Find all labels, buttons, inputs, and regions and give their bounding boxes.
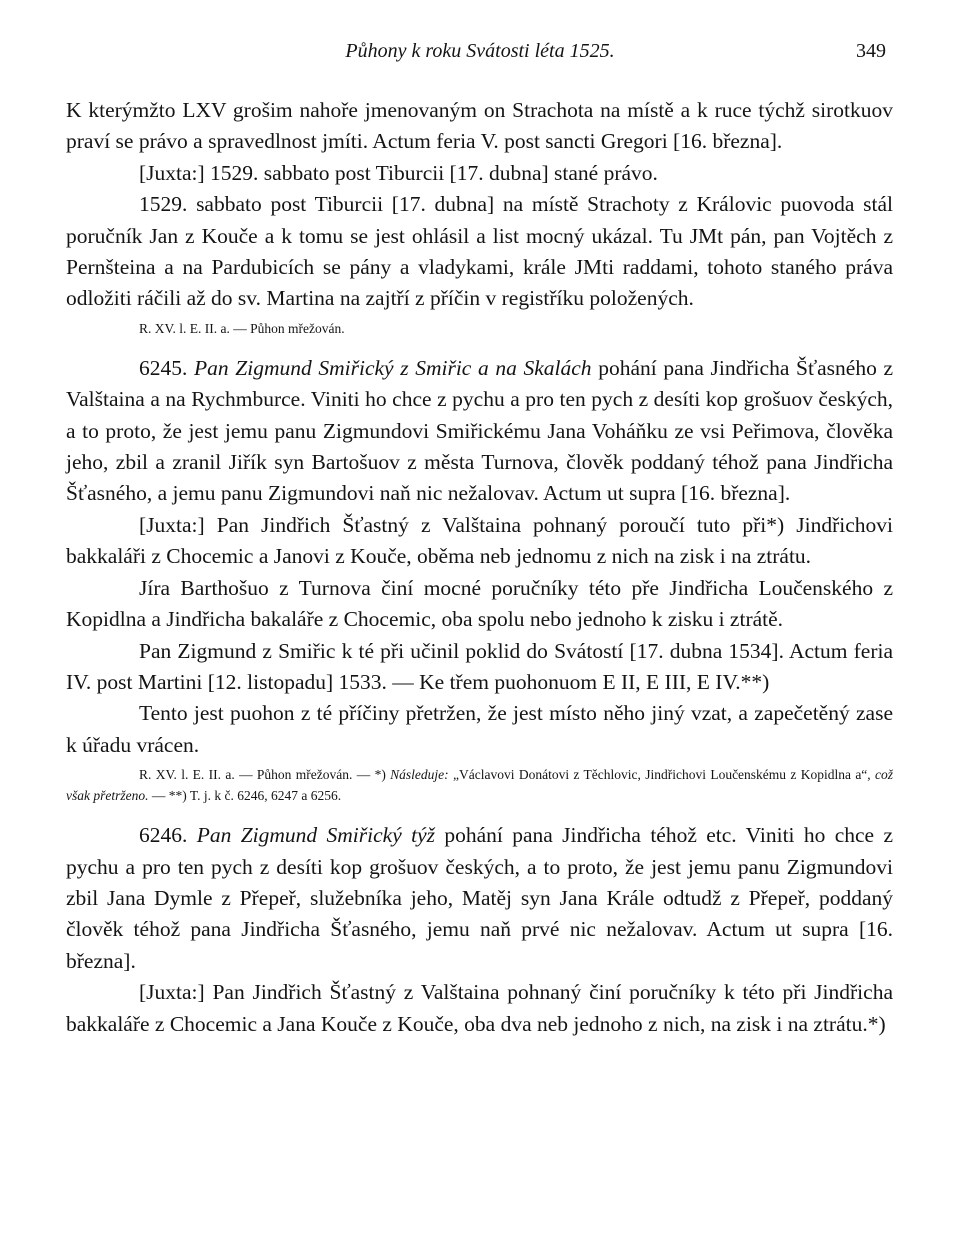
footnote-source: R. XV. l. E. II. a. — Půhon mřežován. — *) <box>139 767 386 783</box>
entry-number: 6245. <box>139 355 188 380</box>
page-header <box>66 36 894 66</box>
entry-6245 <box>66 353 893 510</box>
page-body <box>66 95 893 1040</box>
paragraph: [Juxta:] Pan Jindřich Šťastný z Valštaina pohnaný činí poručníky k této při Jindřicha bakkaláře z Chocemic a Jana Kouče z Kouče, oba dva neb jednoho z nich, na zisk i na ztrátu.*) <box>66 980 893 1036</box>
entry-number: 6246. <box>139 823 188 848</box>
footnote-quote: „Václavovi Donátovi z Těchlovic, Jindřichovi Loučenskému z Kopidlna a“, <box>453 767 871 783</box>
running-title: Půhony k roku Svátosti léta 1525. <box>345 40 615 62</box>
entry-text: pohání pana Jindřicha téhož etc. Viniti ho chce z pychu a pro ten pych z desíti kop grošuov českých, a to proto, že jest jemu panu Zigmundovi zbil Jana Dymle z Přepeř, služebníka jeho, Matěj syn Jana Krále odtudž z Přepeř, poddaný člověk téhož pana Jindřicha Šťasného, jemu naň prvé nic nežalovav. Actum ut supra [16. března]. <box>66 823 894 973</box>
entry-6246 <box>66 820 893 977</box>
paragraph: [Juxta:] Pan Jindřich Šťastný z Valštaina pohnaný poroučí tuto při*) Jindřichovi bakkaláři z Chocemic a Janovi z Kouče, oběma neb jednomu z nich na zisk i na ztrátu. <box>66 512 893 569</box>
footnote-italic: Následuje: <box>390 767 449 783</box>
paragraph: 1529. sabbato post Tiburcii [17. dubna] na místě Strachoty z Královic puovoda stál poručník Jan z Kouče a k tomu se jest ohlásil a list mocný ukázal. Tu JMt pán, pan Vojtěch z Pernšteina a na Pardubicích se pány a vladykami, krále JMti raddami, tohoto staného práva odložiti ráčili až do sv. Martina na zajtří z příčin v registříku položených. <box>66 192 893 311</box>
entry-text: pohání pana Jindřicha Šťasného z Valštaina a na Rychmburce. Viniti ho chce z pychu a pro ten pych z desíti kop grošuov českých, a to proto, že jest jemu panu Zigmundovi Smiřickému Jana Voháňku ze vsi Peřimova, člověka jeho, zbil a zranil Jiřík syn Bartošuov z města Turnova, člověk poddaný téhož pana Jindřicha Šťasného, a jemu panu Zigmundovi naň nic nežalovav. Actum ut supra [16. března]. <box>66 355 894 506</box>
entry-party-name: Pan Zigmund Smiřický týž <box>196 823 435 848</box>
source-note: R. XV. l. E. II. a. — Půhon mřežován. <box>139 320 345 336</box>
paragraph: Jíra Barthošuo z Turnova činí mocné poručníky této pře Jindřicha Loučenského z Kopidlna a Jindřicha bakaláře z Chocemic, oba spolu nebo jednoho k zisku i ztrátě. <box>66 575 893 632</box>
paragraph: Pan Zigmund z Smiřic k té při učinil poklid do Svátostí [17. dubna 1534]. Actum feria IV. post Martini [12. listopadu] 1533. — Ke třem puohonuom E II, E III, E IV.**) <box>66 638 893 694</box>
paragraph: K kterýmžto LXV grošim nahoře jmenovaným on Strachota na místě a k ruce týchž sirotkuov praví se právo a spravedlnost jmíti. Actum feria V. post sancti Gregori [16. března]. <box>66 98 893 154</box>
paragraph: Tento jest puohon z té příčiny přetržen, že jest místo něho jiný vzat, a zapečetěný zase k úřadu vrácen. <box>66 701 893 757</box>
footnote <box>66 764 893 806</box>
entry-party-name: Pan Zigmund Smiřický z Smiřic a na Skalách <box>194 355 592 380</box>
footnote-italic: což však přetrženo. <box>66 767 894 804</box>
page-number: 349 <box>856 40 886 62</box>
footnote-ref: — **) T. j. k č. 6246, 6247 a 6256. <box>151 788 342 804</box>
paragraph: [Juxta:] 1529. sabbato post Tiburcii [17. dubna] stané právo. <box>139 160 658 185</box>
